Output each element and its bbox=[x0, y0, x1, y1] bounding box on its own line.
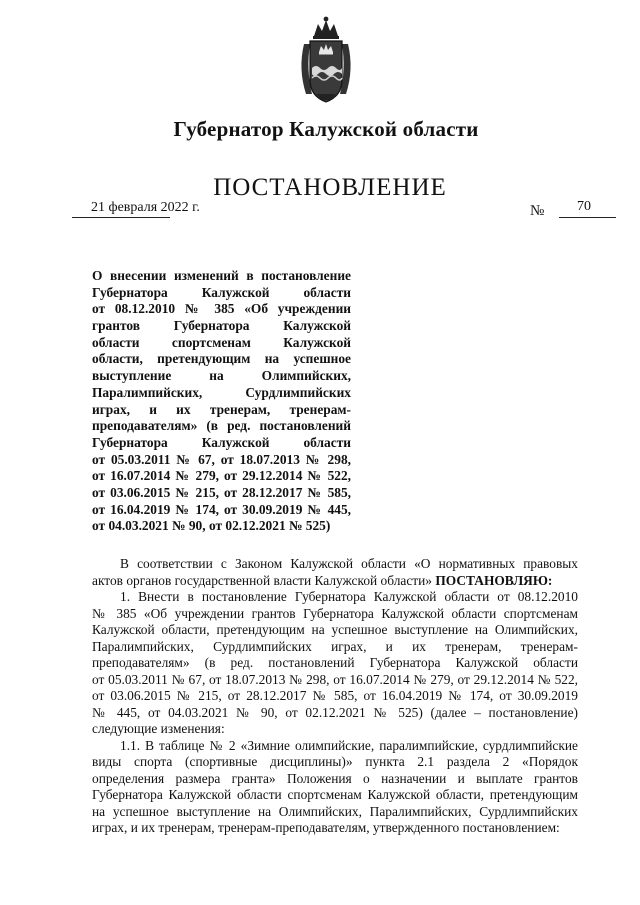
title-line: области спортсменам Калужской bbox=[92, 334, 351, 350]
document-type-heading: ПОСТАНОВЛЕНИЕ bbox=[213, 174, 447, 201]
title-line: Губернатора Калужской области bbox=[92, 284, 351, 300]
preamble-line bbox=[92, 573, 578, 590]
item1-line: от 05.03.2011 № 67, от 18.07.2013 № 298, от 16.07.2014 № 279, от 29.12.2014 № 522, bbox=[92, 671, 578, 687]
item1-line: следующие изменения: bbox=[92, 721, 225, 736]
title-line: выступление на Олимпийских, bbox=[92, 368, 351, 384]
title-line: от 16.07.2014 № 279, от 29.12.2014 № 522, bbox=[92, 468, 351, 484]
title-line: О внесении изменений в постановление bbox=[92, 268, 351, 283]
item11-line: на успешное выступление на Олимпийских, Паралимпийских, Сурдлимпийских bbox=[92, 803, 578, 819]
title-line: от 08.12.2010 № 385 «Об учреждении bbox=[92, 301, 351, 317]
title-line: Паралимпийских, Сурдлимпийских bbox=[92, 384, 351, 400]
title-line: от 04.03.2021 № 90, от 02.12.2021 № 525) bbox=[92, 518, 331, 534]
item11-line: играх, и их тренерам, тренерам-преподавателям, утвержденного постановлением: bbox=[92, 820, 560, 835]
title-line: от 16.04.2019 № 174, от 30.09.2019 № 445, bbox=[92, 501, 351, 517]
title-line: Губернатора Калужской области bbox=[92, 434, 351, 450]
item1-line: 1. Внести в постановление Губернатора Калужской области от 08.12.2010 bbox=[120, 589, 578, 604]
preamble-line: В соответствии с Законом Калужской области «О нормативных правовых bbox=[120, 556, 578, 571]
title-line: грантов Губернатора Калужской bbox=[92, 318, 351, 334]
item1-line: Паралимпийских, Сурдлимпийских играх, и их тренерам, тренерам- bbox=[92, 638, 578, 654]
item1-line: Калужской области, претендующим на успешное выступление на Олимпийских, bbox=[92, 622, 578, 637]
title-line: от 05.03.2011 № 67, от 18.07.2013 № 298, bbox=[92, 451, 351, 467]
coat-of-arms-emblem bbox=[290, 14, 362, 106]
document-number: 70 bbox=[577, 199, 591, 214]
title-line: преподавателям» (в ред. постановлений bbox=[92, 418, 351, 434]
item1-line: от 03.06.2015 № 215, от 28.12.2017 № 585, от 16.04.2019 № 174, от 30.09.2019 bbox=[92, 688, 578, 703]
number-sign: № bbox=[530, 203, 545, 219]
document-date: 21 февраля 2022 г. bbox=[91, 200, 200, 215]
item1-line: № 385 «Об учреждении грантов Губернатора Калужской области спортсменам bbox=[92, 605, 578, 621]
item11-line: виды спорта (спортивные дисциплины)» пункта 2.1 раздела 2 «Порядок bbox=[92, 754, 578, 769]
number-underline bbox=[559, 217, 616, 218]
document-body bbox=[92, 556, 578, 837]
document-title bbox=[92, 268, 351, 535]
title-line: области, претендующим на успешное bbox=[92, 351, 351, 367]
item1-line: № 445, от 04.03.2021 № 90, от 02.12.2021 № 525) (далее – постановление) bbox=[92, 704, 578, 720]
issuer-heading: Губернатор Калужской области bbox=[173, 117, 479, 141]
item1-line: преподавателям» (в ред. постановлений Губернатора Калужской области bbox=[92, 655, 578, 670]
item11-line: Губернатора Калужской области спортсменам Калужской области, претендующим bbox=[92, 787, 578, 802]
preamble-text: актов органов государственной власти Калужской области» bbox=[92, 572, 436, 588]
item11-line: определения размера гранта» Положения о назначении и выплате грантов bbox=[92, 770, 578, 786]
decree-keyword: ПОСТАНОВЛЯЮ: bbox=[435, 572, 553, 588]
title-line: от 03.06.2015 № 215, от 28.12.2017 № 585, bbox=[92, 484, 351, 500]
item11-line: 1.1. В таблице № 2 «Зимние олимпийские, паралимпийские, сурдлимпийские bbox=[120, 737, 578, 753]
title-line: играх, и их тренерам, тренерам- bbox=[92, 401, 351, 417]
date-underline bbox=[72, 217, 170, 218]
